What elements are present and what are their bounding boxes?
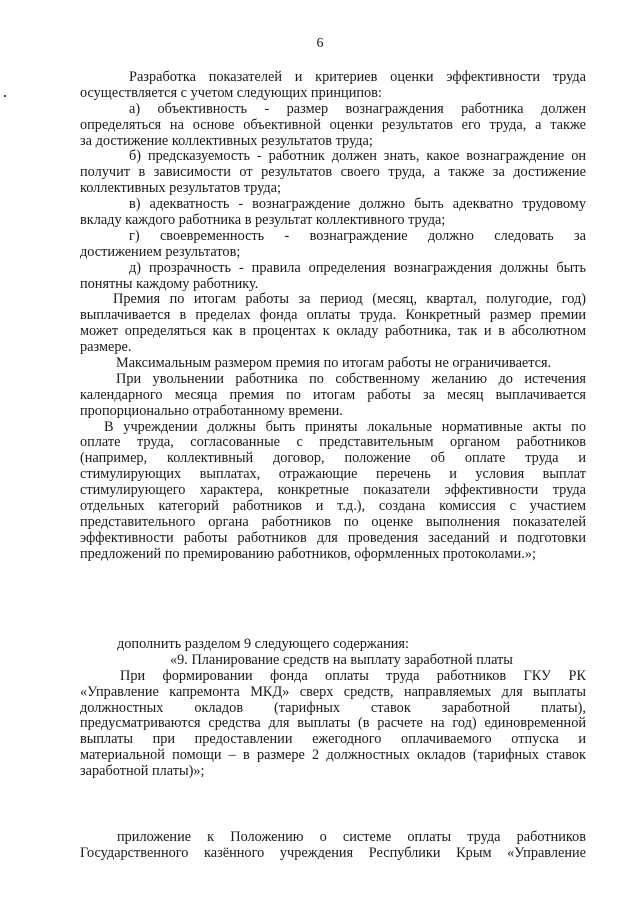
text-line: материальной помощи – в размере 2 должностных окладов (тарифных ставок [80, 747, 586, 764]
text-line: заработной платы)»; [80, 763, 205, 780]
text-line: В учреждении должны быть приняты локальные нормативные акты по [104, 418, 586, 435]
text-line: размере. [80, 339, 132, 356]
text-line: а) объективность - размер вознаграждения работника должен [129, 100, 586, 117]
text-line: календарного месяца премия по итогам работы за месяц выплачивается [80, 386, 586, 403]
text-line: выплаты при предоставлении ежегодного оплачиваемого отпуска и [80, 731, 586, 748]
text-line: понятны каждому работнику. [80, 275, 259, 292]
text-line: приложение к Положению о системе оплаты труда работников [117, 829, 586, 845]
text-line: д) прозрачность - правила определения вознаграждения должны быть [129, 259, 586, 276]
section-heading: «9. Планирование средств на выплату заработной платы [170, 651, 513, 668]
text-line: достижением результатов; [80, 243, 241, 260]
text-line: вкладу каждого работника в результат коллективного труда; [80, 212, 446, 229]
text-line: дополнить разделом 9 следующего содержания: [117, 636, 409, 652]
text-line: Разработка показателей и критериев оценки эффективности труда [129, 69, 586, 85]
text-line: б) предсказуемость - работник должен знать, какое вознаграждение он [129, 148, 586, 165]
text-line: эффективности работы работников для проведения заседаний и подготовки [80, 529, 586, 546]
text-line: г) своевременность - вознаграждение должно следовать за [129, 227, 586, 244]
text-line: предложений по премированию работников, оформленных протоколами.»; [80, 545, 536, 562]
text-line: «Управление капремонта МКД» сверх средств, направляемых для выплаты [80, 683, 586, 700]
text-line: отдельных категорий работников и т.д.), создана комиссия с участием [80, 498, 586, 515]
text-line: Государственного казённого учреждения Республики Крым «Управление [80, 844, 586, 861]
text-line: стимулирующих выплатах, отражающие перечень и условия выплат [80, 466, 586, 483]
text-line: определяться на основе объективной оценки результатов его труда, а также [80, 116, 586, 133]
text-line: осуществляется с учетом следующих принципов: [80, 84, 382, 101]
text-line: При увольнении работника по собственному желанию до истечения [116, 370, 586, 387]
text-line: в) адекватность - вознаграждение должно быть адекватно трудовому [129, 196, 586, 213]
text-line: Премия по итогам работы за период (месяц, квартал, полугодие, год) [113, 291, 586, 308]
text-line: (например, коллективный договор, положение об оплате труда и [80, 450, 586, 467]
text-line: коллективных результатов труда; [80, 180, 281, 197]
text-block-appendix [80, 830, 586, 862]
text-line: может определяться как в процентах к окладу работника, так и в абсолютном [80, 323, 586, 340]
text-line: предусматриваются средства для выплаты (в расчете на год) единовременной [80, 715, 586, 732]
scan-mark [4, 95, 6, 97]
text-line: представительного органа работников по оценке выполнения показателей [80, 513, 586, 530]
text-line: оплате труда, согласованные с представительным органом работников [80, 434, 586, 451]
text-block-criteria [80, 70, 586, 563]
text-line: стимулирующего характера, конкретные показатели эффективности труда [80, 482, 586, 499]
text-line: получит в зависимости от результатов своего труда, а также за достижение [80, 164, 586, 181]
text-line: пропорционально отработанному времени. [80, 402, 343, 419]
text-line: При формировании фонда оплаты труда работников ГКУ РК [120, 667, 586, 684]
text-line: должностных окладов (тарифных ставок заработной платы), [80, 699, 586, 716]
text-line: Максимальным размером премия по итогам работы не ограничивается. [116, 355, 552, 372]
text-block-section-9 [80, 637, 586, 780]
page-number: 6 [316, 36, 324, 51]
text-line: за достижение коллективных результатов труда; [80, 132, 373, 149]
text-line: выплачивается в пределах фонда оплаты труда. Конкретный размер премии [80, 307, 586, 324]
